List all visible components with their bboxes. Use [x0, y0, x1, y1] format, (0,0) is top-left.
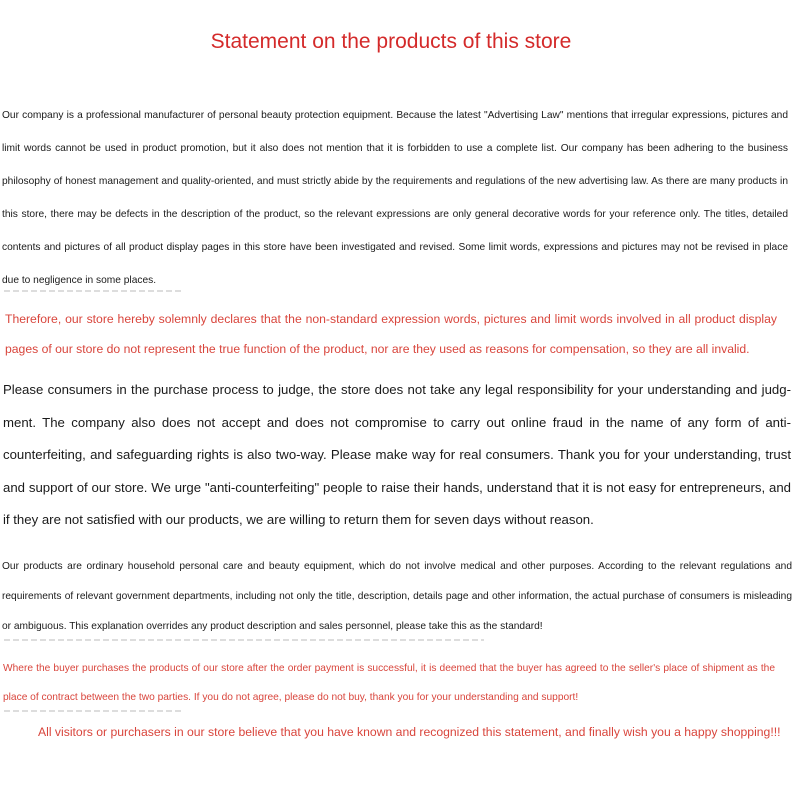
- product-usage-paragraph: Our products are ordinary household personal care and beauty equipment, which do not involve medical and other purposes. According to the relevant regulations and requirements of relevant government departments, including not only the title, description, details page and other information, the actual purchase of consumers is misleading or ambiguous. This explanation overrides any product description and sales personnel, please take this as the standard!: [2, 561, 792, 632]
- faded-text-line: [4, 639, 484, 641]
- faded-text-line: [4, 290, 184, 292]
- faded-text-line: [4, 710, 184, 712]
- declaration-paragraph: Therefore, our store hereby solemnly declares that the non-standard expression words, pictures and limit words involved in all product display pages of our store do not represent the true function of the product, nor are they used as reasons for compensation, so they are all invalid.: [5, 312, 777, 356]
- closing-statement: All visitors or purchasers in our store believe that you have known and recognized this statement, and finally wish you a happy shopping!!!: [38, 725, 781, 739]
- contract-place-paragraph: Where the buyer purchases the products of our store after the order payment is successful, it is deemed that the buyer has agreed to the seller's place of shipment as the place of contract between the two parties. If you do not agree, please do not buy, thank you for your understanding and support!: [3, 663, 775, 703]
- page-title: Statement on the products of this store: [210, 30, 572, 53]
- intro-paragraph: Our company is a professional manufacturer of personal beauty protection equipment. Because the latest "Advertising Law" mentions that irregular expressions, pictures and limit words cannot be used in product promotion, but it also does not mention that it is forbidden to use a complete list. Our company has been adhering to the business philosophy of honest management and quality-oriented, and must strictly abide by the requirements and regulations of the new advertising law. As there are many products in this store, there may be defects in the description of the product, so the relevant expressions are only general decorative words for your reference only. The titles, detailed contents and pictures of all product display pages in this store have been investigated and revised. Some limit words, expressions and pictures may not be revised in place due to negligence in some places.: [2, 110, 788, 286]
- consumer-notice-paragraph: Please consumers in the purchase process to judge, the store does not take any legal responsibility for your understanding and judgment. The company also does not accept and does not compromise to carry out online fraud in the name of any form of anti-counterfeiting, and safeguarding rights is also two-way. Please make way for real consumers. Thank you for your understanding, trust and support of our store. We urge "anti-counterfeiting" people to raise their hands, understand that it is not easy for entrepreneurs, and if they are not satisfied with our products, we are willing to return them for seven days without reason.: [3, 382, 791, 527]
